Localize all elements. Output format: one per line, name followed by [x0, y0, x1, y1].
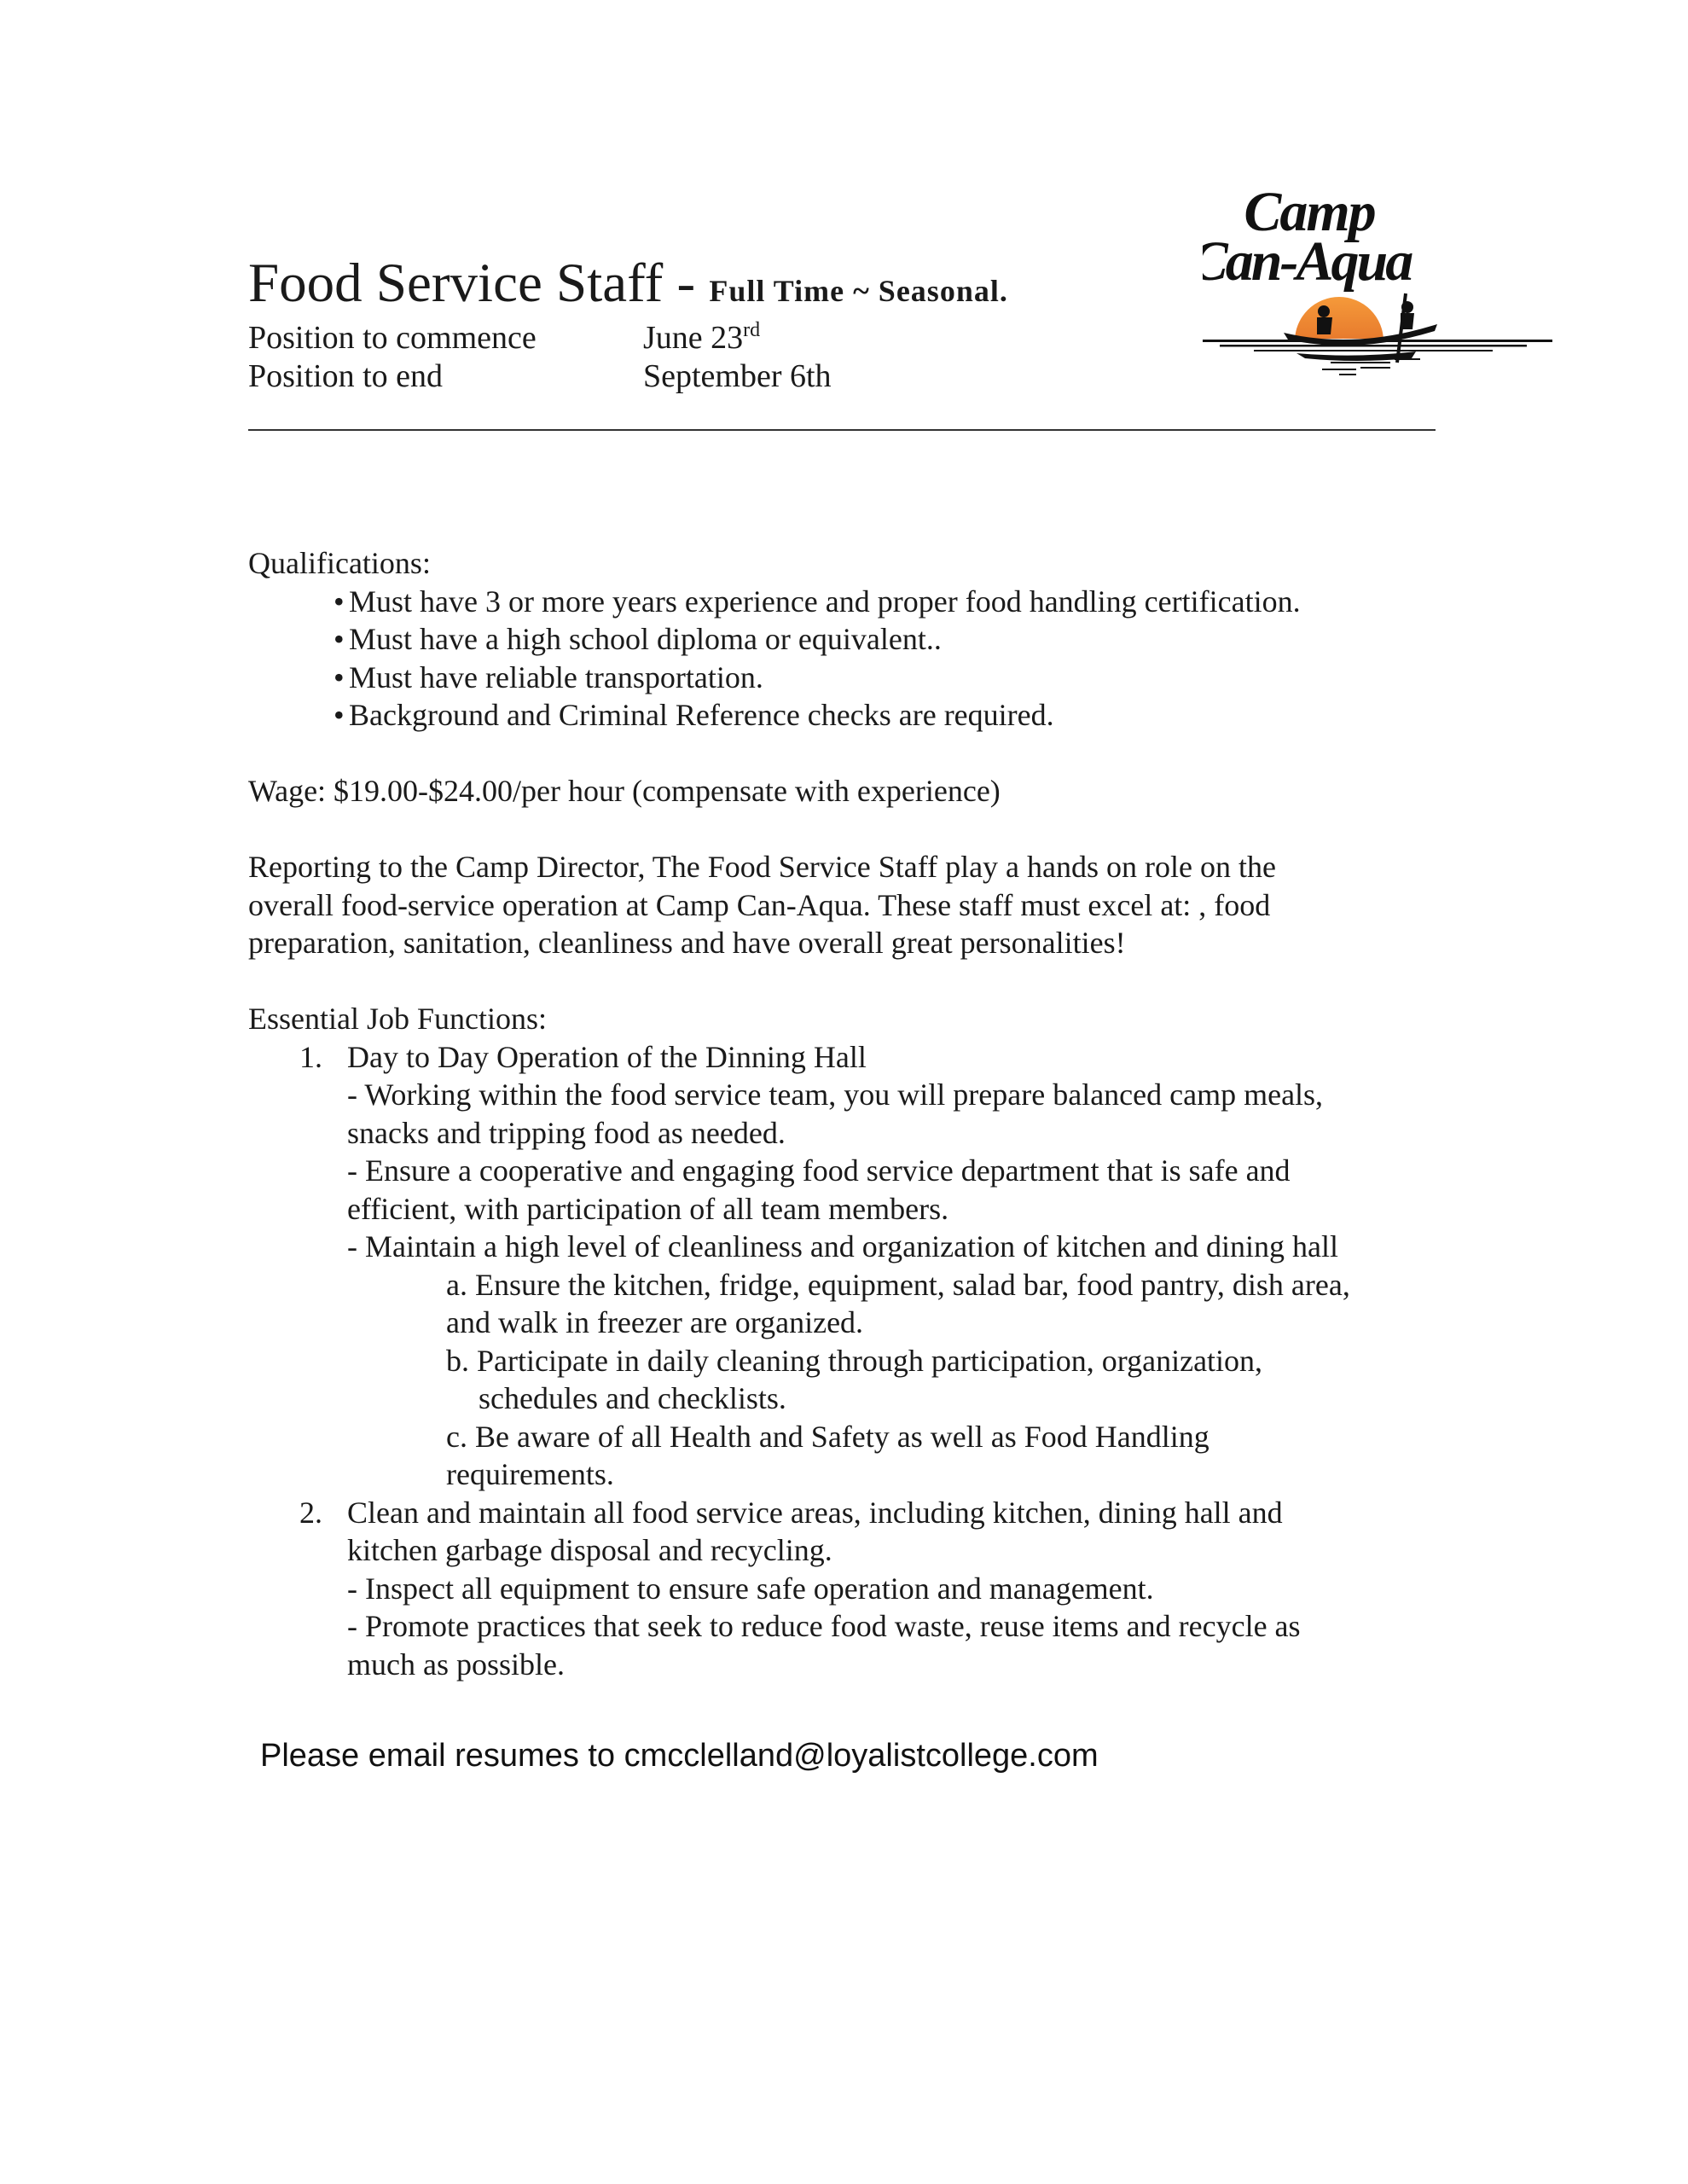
functions-heading: Essential Job Functions: [248, 1002, 547, 1036]
sub-item-c-cont: requirements. [446, 1457, 614, 1491]
function-1-line: - Maintain a high level of cleanliness and organization of kitchen and dining hall [347, 1229, 1339, 1263]
function-1-line: - Ensure a cooperative and engaging food service department that is safe and [347, 1153, 1291, 1188]
sub-item-b-cont: schedules and checklists. [479, 1381, 786, 1415]
sub-item-a-cont: and walk in freezer are organized. [446, 1305, 864, 1339]
end-value: September 6th [643, 358, 832, 394]
logo-line2: Can-Aqua [1203, 230, 1412, 293]
posting-body [248, 544, 1459, 1683]
list-item: • Background and Criminal Reference checks are required. [248, 696, 1459, 735]
bullet-icon: • [334, 622, 345, 656]
wage-text: Wage: $19.00-$24.00/per hour (compensate with experience) [248, 774, 1001, 808]
end-label: Position to end [248, 358, 444, 394]
camp-logo [1203, 188, 1552, 392]
function-1-line: snacks and tripping food as needed. [347, 1115, 786, 1150]
function-2-line: much as possible. [347, 1647, 565, 1682]
function-2-title: 2. Clean and maintain all food service areas, including kitchen, dining hall and [299, 1495, 1283, 1530]
function-1-line: - Working within the food service team, you will prepare balanced camp meals, [347, 1077, 1324, 1112]
function-2-line: - Inspect all equipment to ensure safe operation and management. [347, 1571, 1154, 1606]
description-line: Reporting to the Camp Director, The Food Service Staff play a hands on role on the [248, 850, 1276, 884]
page-title [248, 253, 1008, 314]
bullet-icon: • [334, 698, 345, 732]
qualifications-heading: Qualifications: [248, 546, 431, 580]
logo-line1: Camp [1244, 188, 1375, 243]
header-divider [248, 429, 1436, 431]
list-item: • Must have a high school diploma or equivalent.. [248, 620, 1459, 659]
sub-item-b: b. Participate in daily cleaning through participation, organization, [446, 1343, 1263, 1378]
commence-value: June 23rd [643, 319, 761, 356]
list-item: • Must have reliable transportation. [248, 659, 1459, 697]
bullet-icon: • [334, 659, 345, 694]
contact-email-text: Please email resumes to cmcclelland@loyalistcollege.com [260, 1738, 1099, 1774]
canoe-sunset-icon [1203, 188, 1552, 392]
commence-suffix: rd [743, 319, 761, 341]
list-item: • Must have 3 or more years experience and proper food handling certification. [248, 583, 1459, 621]
bullet-icon: • [334, 584, 345, 619]
function-2-line: - Promote practices that seek to reduce food waste, reuse items and recycle as [347, 1609, 1301, 1643]
sub-item-c: c. Be aware of all Health and Safety as well as Food Handling [446, 1419, 1209, 1454]
description-line: overall food-service operation at Camp Can-Aqua. These staff must excel at: , food [248, 887, 1271, 922]
function-1-line: efficient, with participation of all team members. [347, 1191, 949, 1226]
description-line: preparation, sanitation, cleanliness and have overall great personalities! [248, 926, 1126, 960]
sub-item-a: a. Ensure the kitchen, fridge, equipment, salad bar, food pantry, dish area, [446, 1267, 1350, 1302]
title-subtitle: Full Time ~ Seasonal. [709, 274, 1008, 308]
title-main: Food Service Staff - [248, 253, 696, 314]
function-1-title: 1. Day to Day Operation of the Dinning Hall [299, 1039, 867, 1074]
function-2-line: kitchen garbage disposal and recycling. [347, 1533, 832, 1567]
commence-label: Position to commence [248, 320, 537, 356]
